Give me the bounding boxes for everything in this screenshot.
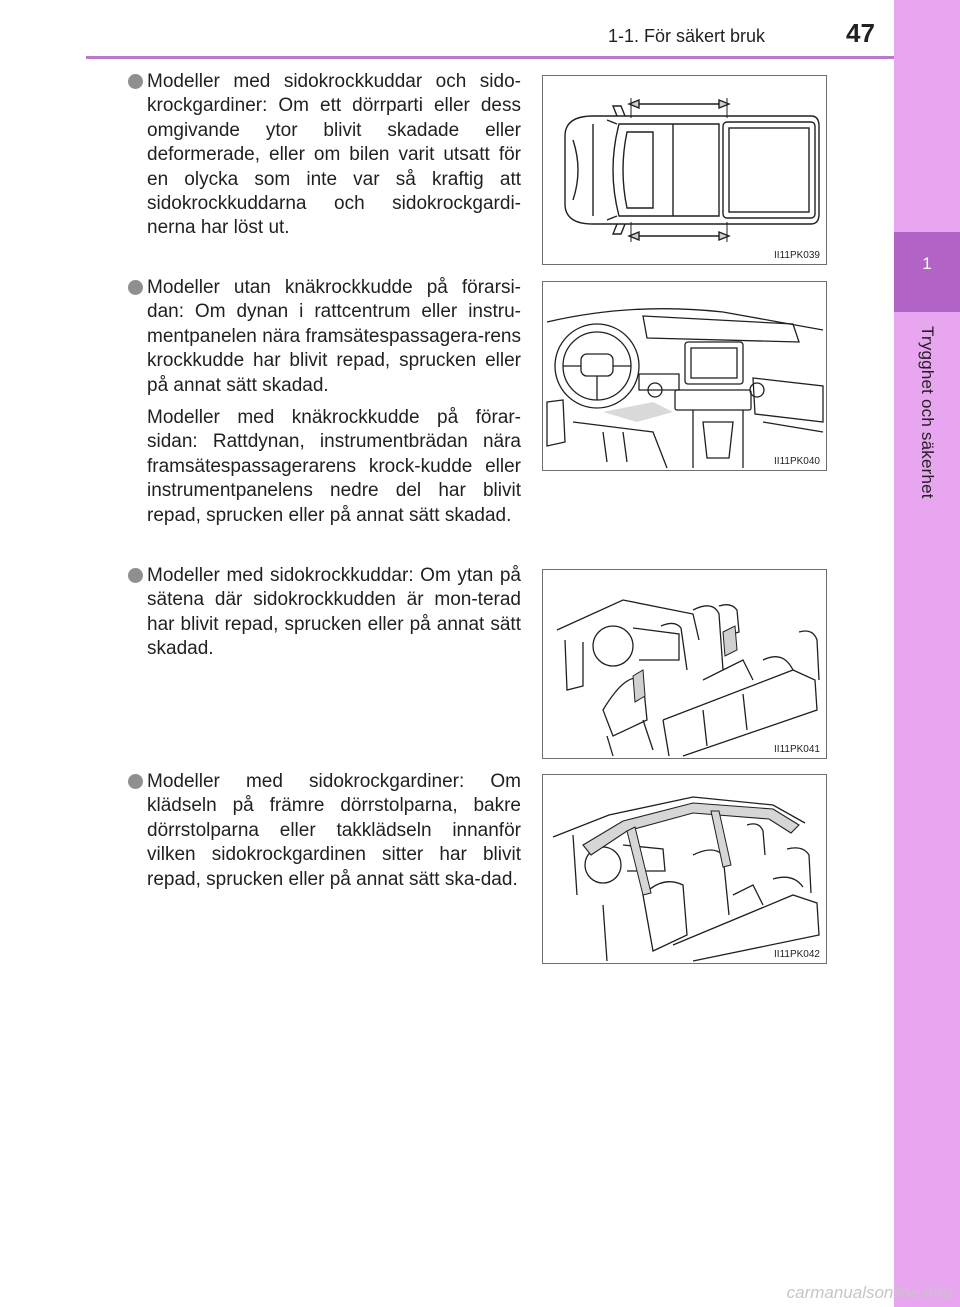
item-text: Modeller med sidokrockgardiner: Om klädseln på främre dörrstolparna, bakre dörrstolparna eller takklädseln innanför vilken sidokrockgardinen sitter har blivit repad, sprucken eller på annat sätt ska-dad. (147, 771, 521, 890)
curtain-airbag-illustration (543, 775, 826, 963)
section-title: 1-1. För säkert bruk (608, 26, 766, 46)
list-item (128, 70, 521, 241)
item-text: Modeller med knäkrockkudde på förar-sidan: Rattdynan, instrumentbrädan nära framsätespassagerarens krock-kudde eller instrumentpanelens nedre del har blivit repad, sprucken eller på annat sätt skadad. (147, 407, 521, 526)
bullet-icon (128, 74, 143, 89)
chapter-sidebar (894, 0, 960, 1307)
figure-code: II11PK039 (774, 250, 820, 261)
header-divider (86, 56, 894, 59)
chapter-title: Trygghet och säkerhet (918, 326, 937, 499)
item-text: Modeller med sidokrockkuddar: Om ytan på sätena där sidokrockkudden är mon-terad har blivit repad, sprucken eller på annat sätt skadad. (147, 565, 521, 660)
bullet-icon (128, 568, 143, 583)
seats-illustration (543, 570, 826, 758)
pickup-top-view-illustration (543, 76, 826, 264)
chapter-number: 1 (922, 254, 932, 273)
bullet-icon (128, 280, 143, 295)
page-number: 47 (846, 18, 875, 48)
figure-curtain-airbags (542, 774, 827, 964)
figure-pickup-top-view (542, 75, 827, 265)
figure-side-airbag-seats (542, 569, 827, 759)
figure-code: II11PK040 (774, 456, 820, 467)
footer-watermark: carmanualsonline.info (786, 1283, 952, 1302)
chapter-tab[interactable] (894, 232, 960, 312)
figure-code: II11PK041 (774, 744, 820, 755)
dashboard-illustration (543, 282, 826, 470)
item-text: Modeller utan knäkrockkudde på förarsi-dan: Om dynan i rattcentrum eller instru-mentpanelen nära framsätespassagera-rens krockkudde har blivit repad, sprucken eller på annat sätt skadad. (147, 277, 521, 396)
item-text: Modeller med sidokrockkuddar och sido-krockgardiner: Om ett dörrparti eller dess omgivande ytor blivit skadade eller deformerade, eller om bilen varit utsatt för en olycka som inte var så kraftig att sidokrockkuddarna och sidokrockgardi-nerna har löst ut. (147, 71, 521, 239)
list-item (128, 770, 521, 892)
list-item (128, 276, 521, 528)
figure-dashboard (542, 281, 827, 471)
bullet-icon (128, 774, 143, 789)
list-item (128, 564, 521, 662)
figure-code: II11PK042 (774, 949, 820, 960)
